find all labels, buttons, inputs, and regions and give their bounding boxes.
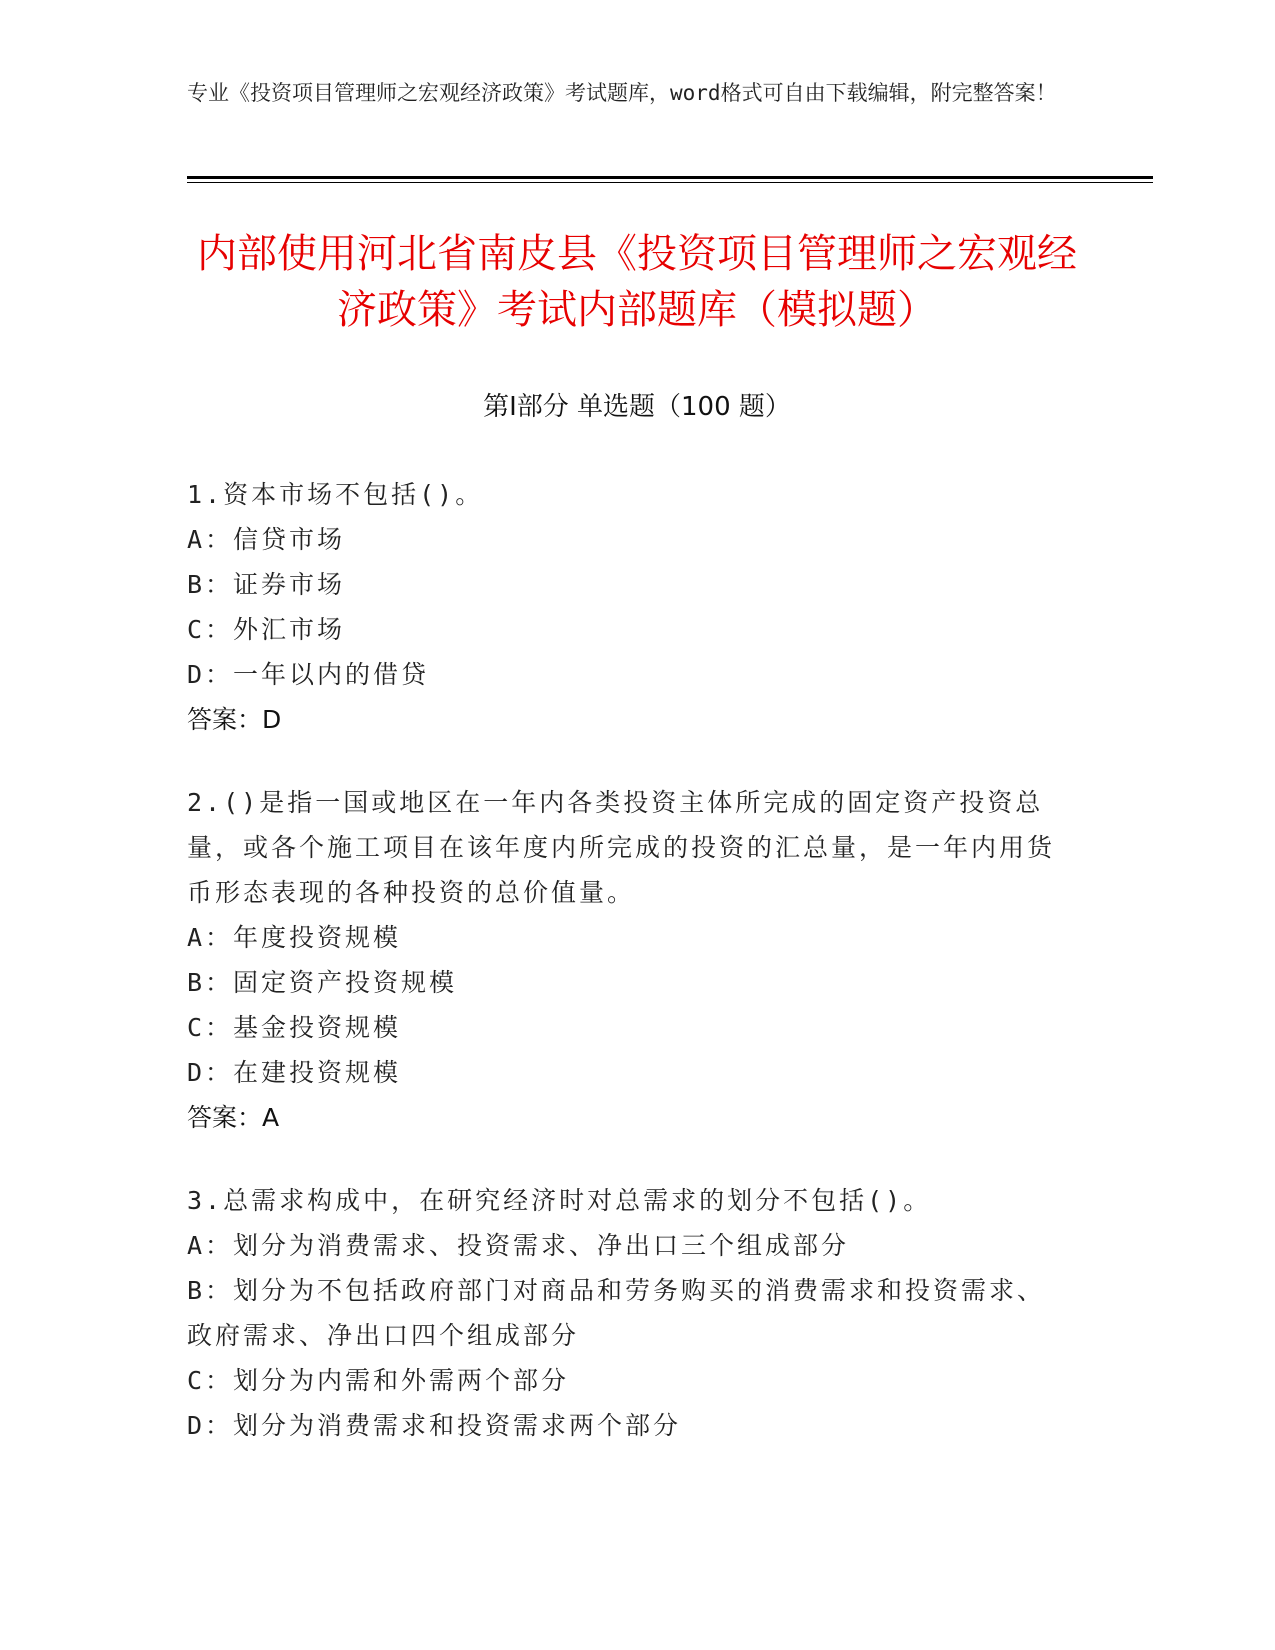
option-a: A：年度投资规模 bbox=[187, 923, 402, 952]
option-d: D：划分为消费需求和投资需求两个部分 bbox=[187, 1411, 682, 1440]
question-2 bbox=[187, 780, 1067, 1140]
question-text: 2.()是指一国或地区在一年内各类投资主体所完成的固定资产投资总量，或各个施工项目在该年度内所完成的投资的汇总量，是一年内用货币形态表现的各种投资的总价值量。 bbox=[187, 788, 1056, 907]
option-b: B：固定资产投资规模 bbox=[187, 968, 458, 997]
question-list bbox=[187, 472, 1067, 1486]
option-c: C：外汇市场 bbox=[187, 615, 346, 644]
option-d: D：一年以内的借贷 bbox=[187, 660, 430, 689]
option-b: B：证券市场 bbox=[187, 570, 346, 599]
header-divider-thick bbox=[187, 176, 1153, 179]
question-text: 1.资本市场不包括()。 bbox=[187, 480, 484, 509]
document-title: 内部使用河北省南皮县《投资项目管理师之宏观经济政策》考试内部题库（模拟题） bbox=[197, 231, 1077, 333]
option-a: A：信贷市场 bbox=[187, 525, 346, 554]
option-a: A：划分为消费需求、投资需求、净出口三个组成部分 bbox=[187, 1231, 850, 1260]
option-c: C：划分为内需和外需两个部分 bbox=[187, 1366, 570, 1395]
header-note: 专业《投资项目管理师之宏观经济政策》考试题库，word格式可自由下载编辑，附完整答案！ bbox=[187, 81, 1057, 105]
question-1 bbox=[187, 472, 1067, 742]
option-d: D：在建投资规模 bbox=[187, 1058, 402, 1087]
header-divider-thin bbox=[187, 182, 1153, 183]
answer: 答案：D bbox=[187, 705, 282, 734]
option-b: B：划分为不包括政府部门对商品和劳务购买的消费需求和投资需求、政府需求、净出口四个组成部分 bbox=[187, 1276, 1046, 1350]
option-c: C：基金投资规模 bbox=[187, 1013, 402, 1042]
question-3 bbox=[187, 1178, 1067, 1448]
answer: 答案：A bbox=[187, 1103, 280, 1132]
section-title: 第Ⅰ部分 单选题（100 题） bbox=[483, 392, 791, 422]
question-text: 3.总需求构成中，在研究经济时对总需求的划分不包括()。 bbox=[187, 1186, 932, 1215]
